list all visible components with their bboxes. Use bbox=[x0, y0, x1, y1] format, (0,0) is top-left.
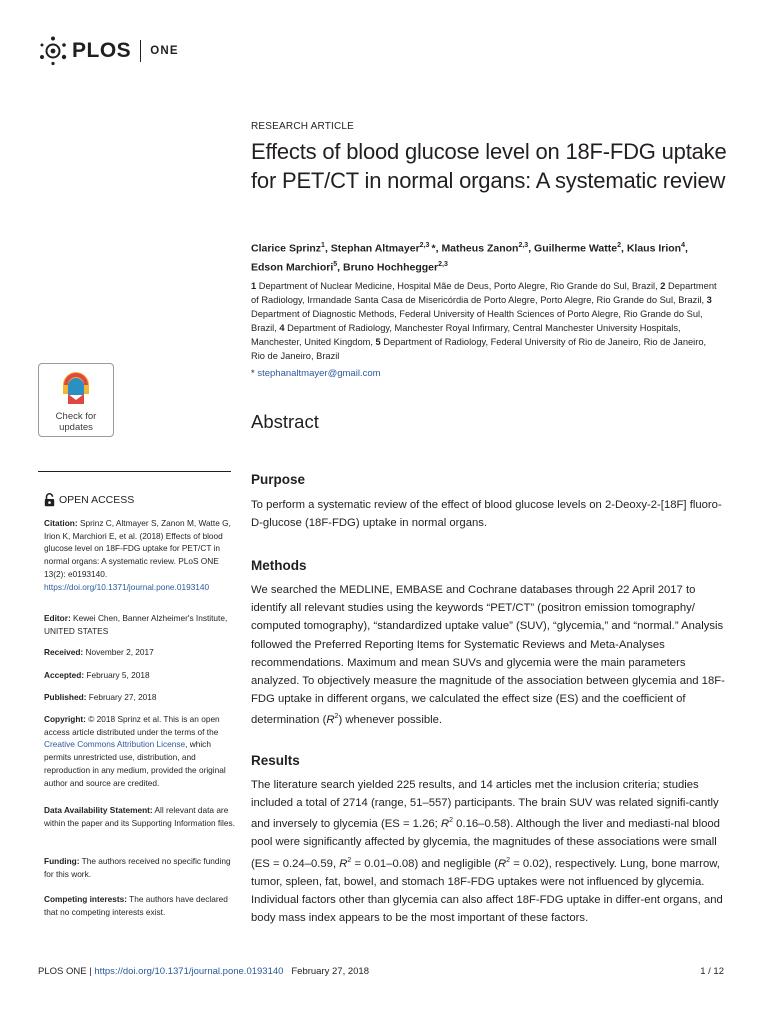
corresponding-email bbox=[251, 368, 731, 379]
r-symbol: R bbox=[339, 857, 348, 870]
author-name: Edson Marchiori bbox=[251, 261, 334, 273]
results-heading: Results bbox=[251, 753, 300, 768]
author-affiliation-sup: 1 bbox=[321, 242, 325, 249]
r-sup: 2 bbox=[347, 856, 352, 864]
page-number: 1 / 12 bbox=[700, 966, 724, 977]
affiliations bbox=[251, 279, 721, 363]
methods-text bbox=[251, 581, 725, 729]
editor-label: Editor: bbox=[44, 613, 71, 623]
author-separator: , bbox=[324, 242, 331, 255]
affiliation-text: Department of Radiology, Manchester Royal Infirmary, Central Manchester University Hospitals, Manchester, United Kingdom, bbox=[251, 323, 681, 347]
plos-logo-icon bbox=[38, 36, 68, 66]
check-updates-line2: updates bbox=[59, 422, 93, 433]
editor bbox=[44, 612, 236, 637]
results-text-a: The literature search yielded 225 results, and 14 articles met the inclusion criteria; studies included a total of 2714 (range, 51–557) participants. The brain SUV was related signifi-cantly and inversely to glycemia (ES = 1.26; bbox=[251, 779, 719, 831]
article-type: RESEARCH ARTICLE bbox=[251, 121, 355, 132]
copyright-text-b: , which permits unrestricted use, distribution, and reproduction in any medium, provided the original author and source are credited. bbox=[44, 739, 226, 788]
r-sup: 2 bbox=[506, 856, 511, 864]
purpose-text: To perform a systematic review of the effect of blood glucose levels on 2-Deoxy-2-[18F] fluoro-D-glucose (18F-FDG) uptake in normal organs. bbox=[251, 499, 722, 530]
methods-text-b: ) whenever possible. bbox=[338, 714, 443, 727]
affiliation-number: 2 bbox=[660, 281, 666, 291]
r-sup: 2 bbox=[449, 817, 454, 825]
received-label: Received: bbox=[44, 647, 84, 657]
affiliation-number: 3 bbox=[706, 295, 712, 305]
results-text-b: 0.16–0.58). Although the liver and mediasti-nal blood pool were significantly affected by glycemia, the magnitudes of these associations were small (ES = 0.24–0.59, bbox=[251, 818, 720, 870]
accepted-label: Accepted: bbox=[44, 670, 85, 680]
footer-journal: PLOS ONE | bbox=[38, 966, 95, 977]
competing-label: Competing interests: bbox=[44, 894, 127, 904]
sidebar-divider bbox=[38, 471, 231, 472]
citation-label: Citation: bbox=[44, 518, 78, 528]
data-availability bbox=[44, 804, 236, 829]
author-affiliation-sup: 2,3 bbox=[438, 260, 448, 268]
page-footer bbox=[38, 966, 724, 977]
author-affiliation-sup: 2,3 bbox=[419, 242, 430, 249]
affiliation-text: Department of Radiology, Federal University of Rio de Janeiro, Rio de Janeiro, Rio de Janeiro, Brazil bbox=[251, 337, 707, 361]
check-updates-icon bbox=[59, 368, 93, 406]
author-name: Clarice Sprinz bbox=[251, 242, 322, 255]
brand-name: PLOS bbox=[72, 39, 132, 62]
received-text: November 2, 2017 bbox=[83, 647, 154, 657]
author-name: Stephan Altmayer bbox=[330, 242, 420, 255]
author-name: Guilherme Watte bbox=[534, 242, 618, 255]
affiliation-text: Department of Nuclear Medicine, Hospital Mãe de Deus, Porto Alegre, Rio Grande do Sul, Brazil, bbox=[256, 281, 661, 291]
journal-name: ONE bbox=[150, 45, 179, 57]
r-sup: 2 bbox=[334, 713, 339, 721]
author-separator: , bbox=[337, 261, 344, 273]
article-title: Effects of blood glucose level on 18F-FDG uptake for PET/CT in normal organs: A systematic review bbox=[251, 139, 727, 193]
methods-heading: Methods bbox=[251, 558, 307, 573]
license-link[interactable]: Creative Commons Attribution License bbox=[44, 739, 186, 750]
purpose-heading: Purpose bbox=[251, 472, 306, 487]
author-separator: , bbox=[685, 242, 688, 255]
accepted-text: February 5, 2018 bbox=[84, 670, 150, 680]
funding bbox=[44, 855, 236, 880]
abstract-heading: Abstract bbox=[251, 411, 319, 432]
r-symbol: R bbox=[326, 714, 335, 727]
accepted-date bbox=[44, 669, 236, 682]
citation-text: Sprinz C, Altmayer S, Zanon M, Watte G, Irion K, Marchiori E, et al. (2018) Effects of blood glucose level on 18F-FDG uptake for PET/CT in normal organs: A systematic review. PLoS ONE 13(2): e0193140. bbox=[44, 518, 231, 579]
copyright-text-a: © 2018 Sprinz et al. This is an open access article distributed under the terms of the bbox=[44, 714, 220, 737]
published-text: February 27, 2018 bbox=[86, 692, 157, 702]
funding-label: Funding: bbox=[44, 856, 80, 866]
affiliation-number: 4 bbox=[279, 323, 285, 333]
author-affiliation-sup: 2 bbox=[617, 242, 621, 249]
data-availability-label: Data Availability Statement: bbox=[44, 805, 153, 815]
affiliation-number: 1 bbox=[251, 281, 257, 291]
author-separator: , bbox=[620, 242, 627, 255]
plos-one-logo bbox=[38, 34, 179, 68]
citation bbox=[44, 517, 236, 593]
received-date bbox=[44, 646, 236, 659]
footer-date: February 27, 2018 bbox=[291, 966, 369, 977]
affiliation-number: 5 bbox=[375, 337, 381, 347]
author-affiliation-sup: 5 bbox=[333, 260, 338, 268]
footer-doi-link[interactable]: https://doi.org/10.1371/journal.pone.0193140 bbox=[94, 966, 284, 977]
r-symbol: R bbox=[440, 818, 450, 831]
author-separator: *, bbox=[429, 242, 442, 255]
author-affiliation-sup: 4 bbox=[681, 242, 685, 249]
author-name: Matheus Zanon bbox=[441, 242, 519, 255]
check-updates-line1: Check for bbox=[55, 411, 97, 422]
r-symbol: R bbox=[497, 857, 507, 870]
copyright-label: Copyright: bbox=[44, 714, 86, 724]
methods-text-a: We searched the MEDLINE, EMBASE and Cochrane databases through 22 April 2017 to identify all relevant studies using the keywords “PET/CT” (positron emission tomography/ computed tomography), “standardized uptake value” (SUV), “glycemia,” and “normal.” Analysis followed the Preferred Reporting Items for Systematic Reviews and Meta-Analyses recommendations. Maximum and mean SUVs and glycemia were the main parameters analyzed. To objectively measure the magnitude of the association between glycemia and 18F-FDG uptake in different organs, we calculated the effect size (ES) and the coefficient of determination ( bbox=[251, 584, 725, 727]
affiliation-text: Department of Radiology, Irmandade Santa Casa de Misericórdia de Porto Alegre, Porto Alegre, Rio Grande do Sul, Brazil, bbox=[251, 281, 717, 305]
author-affiliation-sup: 2,3 bbox=[518, 242, 529, 249]
author-list bbox=[251, 238, 731, 275]
author-separator: , bbox=[528, 242, 535, 255]
open-access-badge bbox=[44, 493, 134, 507]
competing-text: The authors have declared that no competing interests exist. bbox=[44, 894, 228, 917]
data-availability-text: All relevant data are within the paper and its Supporting Information files. bbox=[44, 805, 235, 828]
affiliation-text: Department of Diagnostic Methods, Federal University of Health Sciences of Porto Alegre, Rio Grande do Sul, Brazil, bbox=[251, 309, 703, 333]
competing-interests bbox=[44, 893, 236, 918]
check-for-updates-button[interactable] bbox=[38, 363, 114, 437]
results-text-c: = 0.01–0.08) and negligible ( bbox=[351, 857, 498, 870]
editor-text: Kewei Chen, Banner Alzheimer's Institute, UNITED STATES bbox=[44, 613, 228, 636]
citation-doi-link[interactable]: https://doi.org/10.1371/journal.pone.0193140 bbox=[44, 581, 210, 592]
email-marker: * bbox=[251, 368, 258, 379]
results-text bbox=[251, 776, 725, 927]
logo-divider bbox=[140, 40, 141, 62]
funding-text: The authors received no specific funding for this work. bbox=[44, 856, 231, 879]
copyright bbox=[44, 713, 236, 789]
author-name: Bruno Hochhegger bbox=[343, 261, 439, 273]
email-link[interactable]: stephanaltmayer@gmail.com bbox=[257, 368, 381, 379]
published-date bbox=[44, 691, 236, 704]
author-name: Klaus Irion bbox=[626, 242, 682, 255]
open-access-label: OPEN ACCESS bbox=[59, 494, 135, 506]
open-lock-icon bbox=[44, 493, 55, 507]
results-text-d: = 0.02), respectively. Lung, bone marrow, tumor, spleen, fat, bowel, and stomach 18F-FDG uptakes were not influenced by glycemia. Individual factors other than glycemia can also affect 18F-FDG uptake in differ-ent organs, and body mass index appears to be the most important of these factors. bbox=[251, 857, 723, 924]
published-label: Published: bbox=[44, 692, 87, 702]
